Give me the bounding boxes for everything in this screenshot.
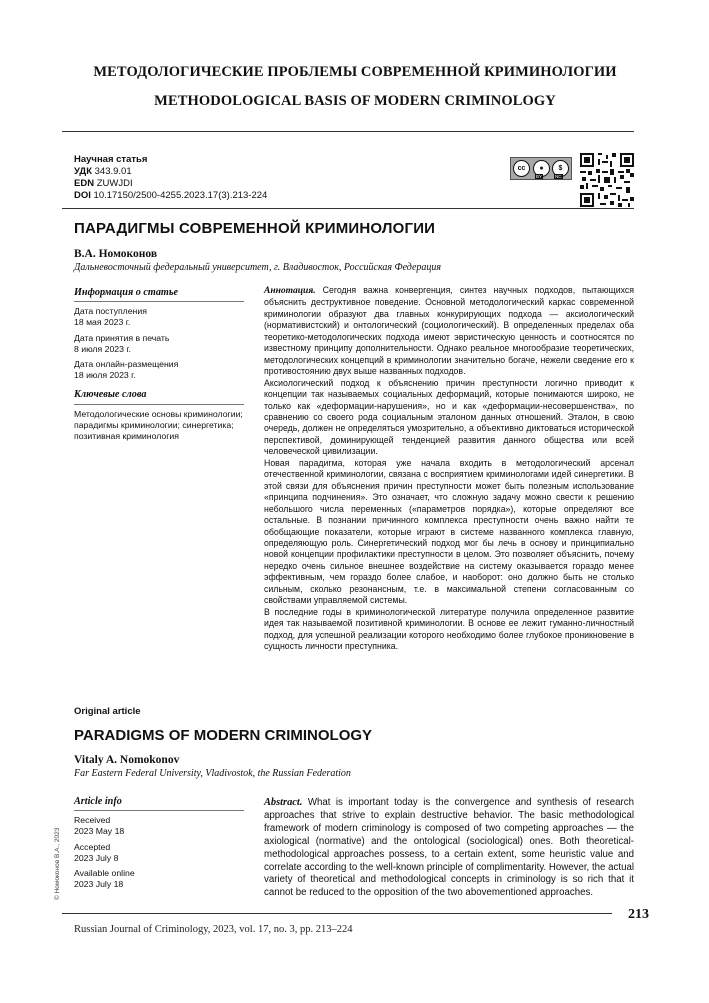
udk-label: УДК bbox=[74, 166, 92, 177]
abstract-ru-p3: Новая парадигма, которая уже начала входить в методологический арсенал отечественной криминологии, связана с восприятием криминологами идей синергетики. В этой связи для объяснения причин преступности может быть полезным использование «принципа подчинения». Это означает, что сложную задачу можно свести к решению небольшого числа переменных («параметров порядка»), которые определяют все остальные. В познании причинного комплекса преступности очень важно найти те обобщающие показатели, которые играют в системе названного комплекса главную, определяющую роль. Синергетический подход мог бы лечь в основу и принципиально новой концепции профилактики преступности в целом. Это позволяет объяснить, почему нередко очень сильное внешнее воздействие на систему оказывается гораздо менее эффективным, чем гораздо более слабое, и наоборот: оно должно быть не столько сильным, сколько резонансным, т.е. в максимальной степени согласованным со свойствами управляемой системы. bbox=[264, 457, 634, 606]
abstract-en bbox=[264, 797, 634, 900]
cc-license-badge[interactable] bbox=[510, 157, 572, 180]
received-date-en: 2023 May 18 bbox=[74, 826, 125, 837]
udk-value: 343.9.01 bbox=[94, 166, 132, 177]
page-number: 213 bbox=[628, 907, 649, 922]
section-title-ru: МЕТОДОЛОГИЧЕСКИЕ ПРОБЛЕМЫ СОВРЕМЕННОЙ КРИМИНОЛОГИИ bbox=[93, 64, 617, 80]
article-type-en: Original article bbox=[74, 706, 141, 717]
article-title-en: PARADIGMS OF MODERN CRIMINOLOGY bbox=[74, 727, 373, 744]
author-name-ru: В.А. Номоконов bbox=[74, 248, 158, 260]
online-label-ru: Дата онлайн-размещения bbox=[74, 359, 179, 370]
section-title-en: METHODOLOGICAL BASIS OF MODERN CRIMINOLOGY bbox=[154, 93, 556, 109]
attribution-icon: ● bbox=[533, 160, 550, 177]
article-type: Научная статья bbox=[74, 154, 148, 165]
accepted-label-ru: Дата принятия в печать bbox=[74, 332, 170, 343]
info-heading-ru: Информация о статье bbox=[74, 287, 244, 302]
copyright-text: © Номоконов В.А., 2023 bbox=[54, 827, 61, 900]
doi-label: DOI bbox=[74, 190, 91, 201]
header-divider bbox=[62, 131, 634, 132]
online-label-en: Available online bbox=[74, 868, 135, 879]
affiliation-en: Far Eastern Federal University, Vladivostok, the Russian Federation bbox=[74, 768, 351, 779]
received-label-en: Received bbox=[74, 815, 111, 826]
keywords-heading-ru: Ключевые слова bbox=[74, 389, 244, 404]
received-label-ru: Дата поступления bbox=[74, 306, 147, 317]
by-label: BY bbox=[536, 174, 543, 179]
info-heading-en: Article info bbox=[74, 796, 244, 811]
article-info-ru bbox=[74, 287, 244, 442]
footer-divider bbox=[62, 913, 612, 914]
copyright-notice bbox=[54, 810, 64, 900]
journal-citation: Russian Journal of Criminology, 2023, vol. 17, no. 3, pp. 213–224 bbox=[74, 924, 353, 935]
edn-value: ZUWJDI bbox=[96, 178, 133, 189]
affiliation-ru: Дальневосточный федеральный университет, г. Владивосток, Российская Федерация bbox=[74, 262, 442, 273]
accepted-date-ru: 8 июля 2023 г. bbox=[74, 343, 131, 354]
noncommercial-icon: $ bbox=[552, 160, 569, 177]
qr-code-icon[interactable] bbox=[580, 153, 634, 207]
cc-icon: cc bbox=[513, 160, 530, 177]
accepted-label-en: Accepted bbox=[74, 841, 111, 852]
meta-divider bbox=[62, 208, 634, 209]
doi-link[interactable]: 10.17150/2500-4255.2023.17(3).213-224 bbox=[93, 190, 268, 201]
edn-label: EDN bbox=[74, 178, 95, 189]
nc-label: NC bbox=[555, 174, 562, 179]
abstract-ru-p2: Аксиологический подход к объяснению причин преступности логично приводит к концепции так называемых социальных деформаций, которые понимаются широко, не только как «деформации-нарушения», но и как «деформации-несовершенства», по сравнению со своего рода социальным эталоном данных отношений. Эталон, в свою очередь, должен не определяться умозрительно, а объективно диктоваться исторической перспективой, доминирующей тенденцией развития данного общества или всей человеческой цивилизации. bbox=[264, 377, 634, 457]
abstract-en-text: What is important today is the convergence and synthesis of research approaches that strive to explain destructive behavior. The basic methodological framework of modern criminology is composed of two competing approaches — the axiological (normative) and the ontological (sociological) ones. Both theoretical-methodological approaches possess, to a certain extent, some heuristic value and correlate according to the well-known principle of complimentarity. However, the actual variety of theoretical and methodological concepts in criminology is so rich that it cannot be reduced to the opposition of the two abovementioned approaches. bbox=[264, 797, 634, 899]
article-info-en bbox=[74, 796, 244, 894]
article-title-ru: ПАРАДИГМЫ СОВРЕМЕННОЙ КРИМИНОЛОГИИ bbox=[74, 220, 436, 237]
author-name-en: Vitaly A. Nomokonov bbox=[74, 754, 180, 766]
abstract-ru-p4: В последние годы в криминологической литературе получила определенное развитие идея так называемой позитивной криминологии. В основе ее лежит гуманно-личностный подход, для успешной реализации которого необходимо более глубокое проникновение в сущность личности преступника. bbox=[264, 606, 634, 652]
online-date-ru: 18 июля 2023 г. bbox=[74, 370, 136, 381]
abstract-ru-p1: Сегодня важна конвергенция, синтез научных подходов, пытающихся объяснить деструктивное поведение. Основной методологический каркас современной криминологии образуют два главных конкурирующих подхода — аксиологический (нормативистский) и онтологический (социологический). В определенных пределах оба теоретико-методологических подхода имеют эвристическую ценность и соотносятся по известному принципу дополнительности. Однако реальное многообразие теоретических, методологических концепций в криминологии значительно богаче, нежели сведение его к противостоянию двух выше названных подходов. bbox=[264, 285, 634, 377]
received-date-ru: 18 мая 2023 г. bbox=[74, 317, 131, 328]
accepted-date-en: 2023 July 8 bbox=[74, 852, 119, 863]
abstract-label-en: Abstract. bbox=[264, 797, 303, 808]
abstract-label-ru: Аннотация. bbox=[264, 286, 316, 296]
article-meta bbox=[74, 154, 267, 202]
keywords-ru: Методологические основы криминологии; парадигмы криминологии; синергетика; позитивная криминология bbox=[74, 408, 243, 442]
abstract-ru bbox=[264, 285, 634, 653]
online-date-en: 2023 July 18 bbox=[74, 879, 124, 890]
